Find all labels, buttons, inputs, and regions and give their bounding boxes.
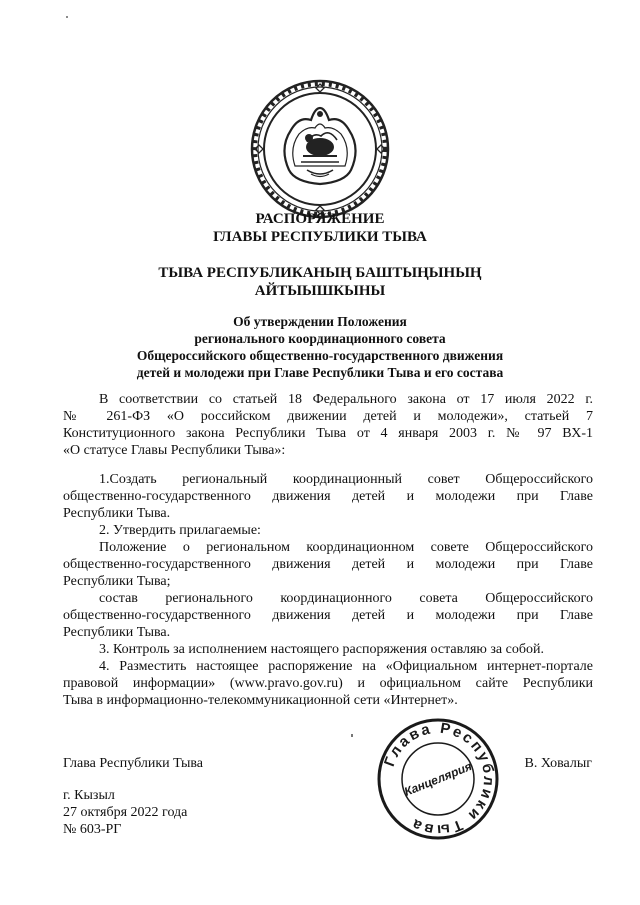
item-line: 2. Утвердить прилагаемые: (99, 523, 261, 538)
signatory-name: В. Ховалыг (524, 756, 592, 771)
item-line: общественно-государственного движения детей и молодежи при Главе (63, 489, 593, 504)
document-title (60, 210, 580, 246)
stamp-ring-text: Глава Республики Тыва (381, 719, 498, 839)
item-line: Положение о региональном координационном совете Общероссийского (99, 540, 593, 555)
tuvan-title-line: ТЫВА РЕСПУБЛИКАНЫҢ БАШТЫҢЫНЫҢ (158, 265, 482, 281)
item-line: Республики Тыва; (63, 574, 171, 589)
preamble-line: № 261-ФЗ «О российском движении детей и молодежи», статьей 7 (63, 409, 593, 424)
document-footer (63, 787, 187, 838)
document-subject (60, 313, 580, 381)
stamp-center-text: Канцелярия (402, 759, 474, 799)
signatory-position: Глава Республики Тыва (63, 756, 204, 771)
scan-speck (351, 734, 353, 737)
item-line: правовой информации» (www.pravo.gov.ru) и официальном сайте Республики (63, 676, 593, 691)
title-line: ГЛАВЫ РЕСПУБЛИКИ ТЫВА (213, 229, 427, 245)
issue-city: г. Кызыл (63, 788, 115, 803)
issue-date: 27 октября 2022 года (63, 805, 188, 820)
item-line: Республики Тыва. (63, 625, 171, 640)
office-stamp-icon (376, 717, 500, 841)
scan-speck (66, 16, 68, 18)
order-items (63, 471, 593, 709)
subject-line: Об утверждении Положения (233, 314, 407, 329)
preamble-line: Конституционного закона Республики Тыва от 4 января 2003 г. № 97 ВХ-1 (63, 426, 593, 441)
tuva-coat-of-arms-icon (249, 78, 391, 220)
item-line: 4. Разместить настоящее распоряжение на «Официальном интернет-портале (99, 659, 593, 674)
item-line: общественно-государственного движения детей и молодежи при Главе (63, 608, 593, 623)
item-line: 3. Контроль за исполнением настоящего распоряжения оставляю за собой. (99, 642, 544, 657)
item-line: Тыва в информационно-телекоммуникационной сети «Интернет». (63, 693, 458, 708)
preamble-line: «О статусе Главы Республики Тыва»: (63, 443, 286, 458)
item-line: 1.Создать региональный координационный совет Общероссийского (99, 472, 593, 487)
preamble-paragraph (63, 391, 593, 459)
item-line: состав регионального координационного совета Общероссийского (99, 591, 593, 606)
subject-line: Общероссийского общественно-государственного движения (136, 348, 504, 363)
preamble-line: В соответствии со статьей 18 Федерального закона от 17 июля 2022 г. (99, 392, 593, 407)
subject-line: детей и молодежи при Главе Республики Тыва и его состава (136, 365, 504, 380)
document-number: № 603-РГ (63, 822, 122, 837)
item-line: общественно-государственного движения детей и молодежи при Главе (63, 557, 593, 572)
subject-line: регионального координационного совета (194, 331, 446, 346)
item-line: Республики Тыва. (63, 506, 171, 521)
tuvan-title-line: АЙТЫЫШКЫНЫ (254, 283, 386, 299)
document-title-tuvan (60, 264, 580, 300)
title-line: РАСПОРЯЖЕНИЕ (255, 211, 385, 227)
